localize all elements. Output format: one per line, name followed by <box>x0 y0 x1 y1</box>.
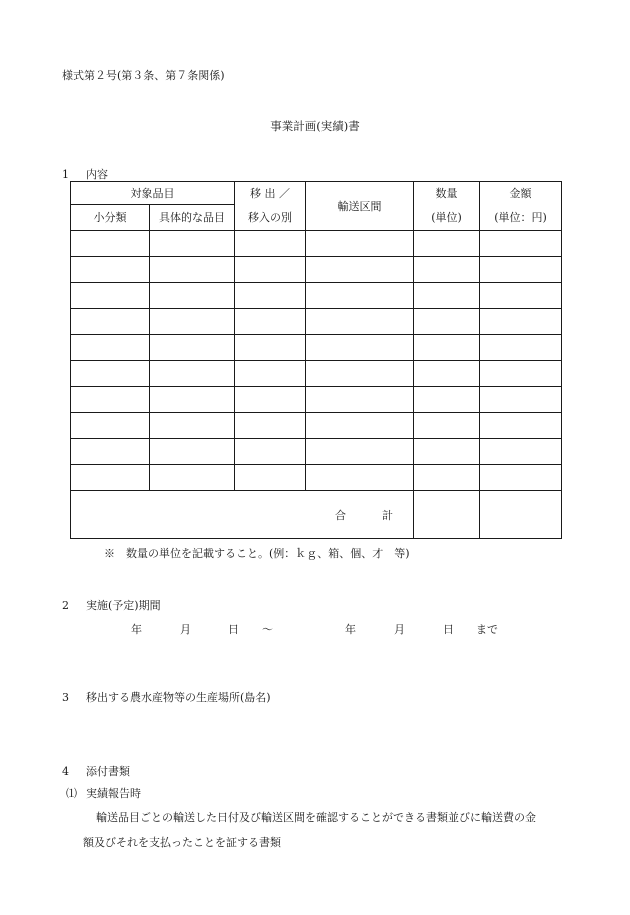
period-month-start: 月 <box>180 623 191 636</box>
table-row <box>71 309 562 335</box>
table-cell[interactable] <box>71 361 150 387</box>
header-export-import-top: 移 出 ／ <box>250 187 290 200</box>
table-cell[interactable] <box>235 413 306 439</box>
table-row <box>71 413 562 439</box>
subsection-1-heading <box>66 785 141 801</box>
table-cell[interactable] <box>71 335 150 361</box>
period-until: まで <box>476 623 498 636</box>
table-cell[interactable] <box>150 309 235 335</box>
table-cell[interactable] <box>71 439 150 465</box>
header-subcategory: 小分類 <box>71 204 150 230</box>
header-route: 輸送区間 <box>306 182 414 231</box>
table-cell[interactable] <box>480 257 562 283</box>
table-cell[interactable] <box>480 439 562 465</box>
table-cell[interactable] <box>306 465 414 491</box>
header-amount-unit: (単位：円) <box>494 211 547 224</box>
header-export-import <box>235 182 306 231</box>
document-title: 事業計画(実績)書 <box>270 119 360 133</box>
table-cell[interactable] <box>150 465 235 491</box>
section-4-number: 4 <box>62 765 69 778</box>
period-month-end: 月 <box>394 623 405 636</box>
section-1-number: 1 <box>62 168 69 181</box>
table-cell[interactable] <box>150 361 235 387</box>
header-export-import-bottom: 移入の別 <box>248 211 292 224</box>
table-cell[interactable] <box>480 283 562 309</box>
table-cell[interactable] <box>235 335 306 361</box>
header-quantity-label: 数量 <box>435 187 458 200</box>
subsection-1-label: 実績報告時 <box>86 787 141 800</box>
table-cell[interactable] <box>71 309 150 335</box>
table-cell[interactable] <box>150 231 235 257</box>
table-cell[interactable] <box>306 231 414 257</box>
table-cell[interactable] <box>306 309 414 335</box>
period-day-end: 日 <box>443 623 454 636</box>
table-cell[interactable] <box>480 387 562 413</box>
period-year-start: 年 <box>131 623 142 636</box>
table-cell[interactable] <box>480 231 562 257</box>
table-row <box>71 283 562 309</box>
table-row <box>71 387 562 413</box>
table-cell[interactable] <box>235 309 306 335</box>
header-quantity-unit: (単位) <box>431 211 462 224</box>
total-row <box>71 491 562 539</box>
table-cell[interactable] <box>414 257 480 283</box>
form-number-label: 様式第２号(第３条、第７条関係) <box>62 69 225 82</box>
section-2-label: 実施(予定)期間 <box>86 599 161 612</box>
table-cell[interactable] <box>306 439 414 465</box>
table-cell[interactable] <box>71 283 150 309</box>
table-cell[interactable] <box>480 465 562 491</box>
table-cell[interactable] <box>414 231 480 257</box>
section-2-number: 2 <box>62 599 69 612</box>
table-cell[interactable] <box>235 231 306 257</box>
total-label-char-1: 合 <box>335 508 346 522</box>
table-cell[interactable] <box>150 387 235 413</box>
content-table <box>70 181 562 539</box>
table-row <box>71 465 562 491</box>
period-day-start: 日 <box>228 623 239 636</box>
table-row <box>71 257 562 283</box>
table-cell[interactable] <box>306 387 414 413</box>
table-cell[interactable] <box>235 465 306 491</box>
section-2-heading <box>62 597 161 613</box>
table-row <box>71 231 562 257</box>
section-3-number: 3 <box>62 691 69 704</box>
table-cell[interactable] <box>150 335 235 361</box>
header-target-items: 対象品目 <box>71 182 235 205</box>
subsection-1-number: ⑴ <box>66 787 77 800</box>
section-1-heading <box>62 166 108 182</box>
table-cell[interactable] <box>306 413 414 439</box>
table-cell[interactable] <box>480 413 562 439</box>
table-cell[interactable] <box>235 439 306 465</box>
section-3-label: 移出する農水産物等の生産場所(島名) <box>86 691 271 704</box>
header-quantity <box>414 182 480 231</box>
section-4-heading <box>62 763 130 779</box>
subsection-1-text-line-1: 輸送品目ごとの輸送した日付及び輸送区間を確認することができる書類並びに輸送費の金 <box>96 811 536 824</box>
table-cell[interactable] <box>150 439 235 465</box>
table-row <box>71 335 562 361</box>
table-cell[interactable] <box>306 335 414 361</box>
section-1-label: 内容 <box>86 168 108 181</box>
table-cell[interactable] <box>480 361 562 387</box>
total-amount-cell[interactable] <box>480 491 562 539</box>
table-cell[interactable] <box>414 439 480 465</box>
header-specific-item: 具体的な品目 <box>150 204 235 230</box>
total-label <box>71 491 414 539</box>
table-cell[interactable] <box>71 231 150 257</box>
table-cell[interactable] <box>414 361 480 387</box>
table-cell[interactable] <box>414 465 480 491</box>
section-4-label: 添付書類 <box>86 765 130 778</box>
table-cell[interactable] <box>235 387 306 413</box>
period-row <box>0 621 630 637</box>
table-cell[interactable] <box>306 361 414 387</box>
table-cell[interactable] <box>480 309 562 335</box>
section-3-heading <box>62 689 271 705</box>
table-cell[interactable] <box>414 335 480 361</box>
table-cell[interactable] <box>71 465 150 491</box>
table-cell[interactable] <box>71 413 150 439</box>
header-amount <box>480 182 562 231</box>
subsection-1-text-line-2: 額及びそれを支払ったことを証する書類 <box>83 836 281 849</box>
table-cell[interactable] <box>414 387 480 413</box>
table-cell[interactable] <box>71 257 150 283</box>
period-year-end: 年 <box>345 623 356 636</box>
table-cell[interactable] <box>71 387 150 413</box>
table-cell[interactable] <box>306 257 414 283</box>
total-quantity-cell[interactable] <box>414 491 480 539</box>
table-cell[interactable] <box>150 413 235 439</box>
table-cell[interactable] <box>414 283 480 309</box>
table-cell[interactable] <box>306 283 414 309</box>
table-cell[interactable] <box>235 257 306 283</box>
header-amount-label: 金額 <box>509 187 532 200</box>
table-row <box>71 361 562 387</box>
table-cell[interactable] <box>414 413 480 439</box>
table-cell[interactable] <box>235 283 306 309</box>
table-cell[interactable] <box>414 309 480 335</box>
period-tilde: ～ <box>262 623 273 636</box>
table-row <box>71 439 562 465</box>
total-label-char-2: 計 <box>382 508 393 522</box>
unit-note: ※ 数量の単位を記載すること。(例：ｋｇ、箱、個、才 等) <box>104 547 410 560</box>
table-cell[interactable] <box>235 361 306 387</box>
table-cell[interactable] <box>150 283 235 309</box>
table-cell[interactable] <box>150 257 235 283</box>
table-cell[interactable] <box>480 335 562 361</box>
